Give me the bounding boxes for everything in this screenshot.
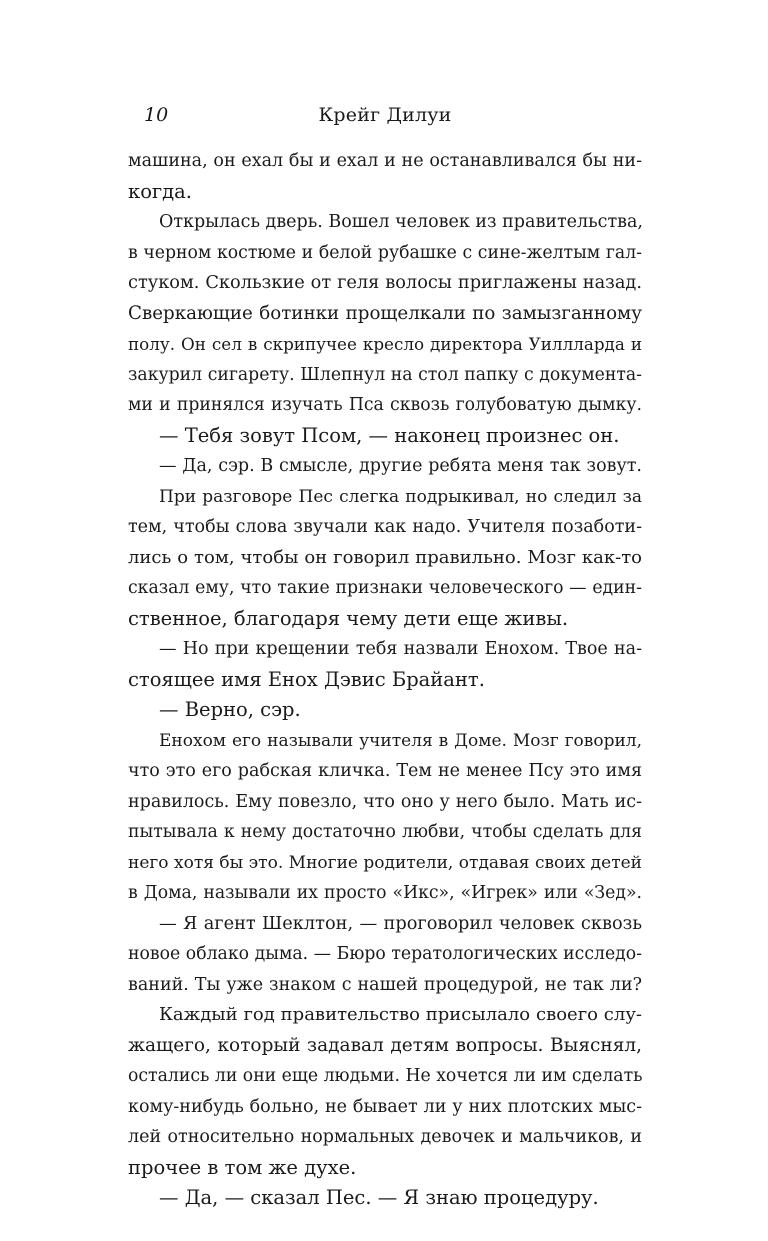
text-line: машина, он ехал бы и ехал и не останавливался бы ни-	[128, 151, 642, 171]
text-line: когда.	[128, 179, 192, 203]
text-line: него хотя бы это. Многие родители, отдавая своих детей	[128, 852, 642, 873]
text-line: Сверкающие ботинки прощелкали по замызганному	[128, 302, 642, 324]
text-line: ми и принялся изучать Пса сквозь голубоватую дымку.	[128, 395, 642, 415]
text-line: ственное, благодаря чему дети еще живы.	[128, 606, 569, 630]
text-line: тем, чтобы слова звучали как надо. Учителя позаботи-	[128, 517, 642, 537]
body-text	[128, 146, 642, 1214]
text-line: — Да, — сказал Пес. — Я знаю процедуру.	[159, 1186, 599, 1209]
text-line: нравилось. Ему повезло, что оно у него было. Мать ис-	[128, 791, 642, 812]
text-line: — Да, сэр. В смысле, другие ребята меня так зовут.	[159, 456, 642, 476]
text-line: сказал ему, что такие признаки человеческого — един-	[128, 578, 642, 598]
text-line: — Я агент Шеклтон, — проговорил человек сквозь	[159, 913, 642, 934]
text-line: стоящее имя Енох Дэвис Брайант.	[128, 667, 485, 691]
text-line: кому-нибудь больно, не бывает ли у них плотских мыс-	[128, 1096, 642, 1117]
text-line: лей относительно нормальных девочек и мальчиков, и	[128, 1127, 642, 1147]
running-head-author: Крейг Дилуи	[318, 104, 452, 126]
text-line: — Но при крещении тебя назвали Енохом. Твое на-	[159, 639, 642, 659]
text-line: закурил сигарету. Шлепнул на стол папку с документа-	[128, 364, 642, 385]
text-line: полу. Он сел в скрипучее кресло директора Уиллларда и	[128, 334, 642, 354]
text-line: остались ли они еще людьми. Не хочется ли им сделать	[128, 1066, 643, 1086]
text-line: Енохом его называли учителя в Доме. Мозг говорил,	[159, 730, 642, 751]
text-line: — Тебя зовут Псом, — наконец произнес он.	[159, 423, 620, 447]
text-line: — Верно, сэр.	[159, 698, 301, 721]
text-line: что это его рабская кличка. Тем не менее Псу это имя	[128, 761, 642, 781]
text-line: Каждый год правительство присылало своего слу-	[159, 1004, 642, 1025]
text-line: новое облако дыма. — Бюро тератологических исследо-	[128, 944, 642, 964]
text-line: стуком. Скользкие от геля волосы приглажены назад.	[128, 273, 642, 293]
text-line: лись о том, чтобы он говорил правильно. Мозг как-то	[128, 546, 642, 568]
text-line: При разговоре Пес слегка подрыкивал, но следил за	[159, 486, 642, 507]
text-line: прочее в том же духе.	[128, 1155, 357, 1179]
text-line: ваний. Ты уже знаком с нашей процедурой, не так ли?	[128, 974, 642, 995]
text-line: в черном костюме и белой рубашке с сине-желтым гал-	[128, 242, 642, 263]
running-header	[128, 100, 642, 130]
text-line: пытывала к нему достаточно любви, чтобы сделать для	[128, 822, 642, 842]
text-line: Открылась дверь. Вошел человек из правительства,	[159, 212, 643, 232]
page-number: 10	[144, 104, 169, 126]
text-line: в Дома, называли их просто «Икс», «Игрек» или «Зед».	[128, 883, 642, 903]
text-line: жащего, который задавал детям вопросы. Выяснял,	[128, 1034, 642, 1056]
